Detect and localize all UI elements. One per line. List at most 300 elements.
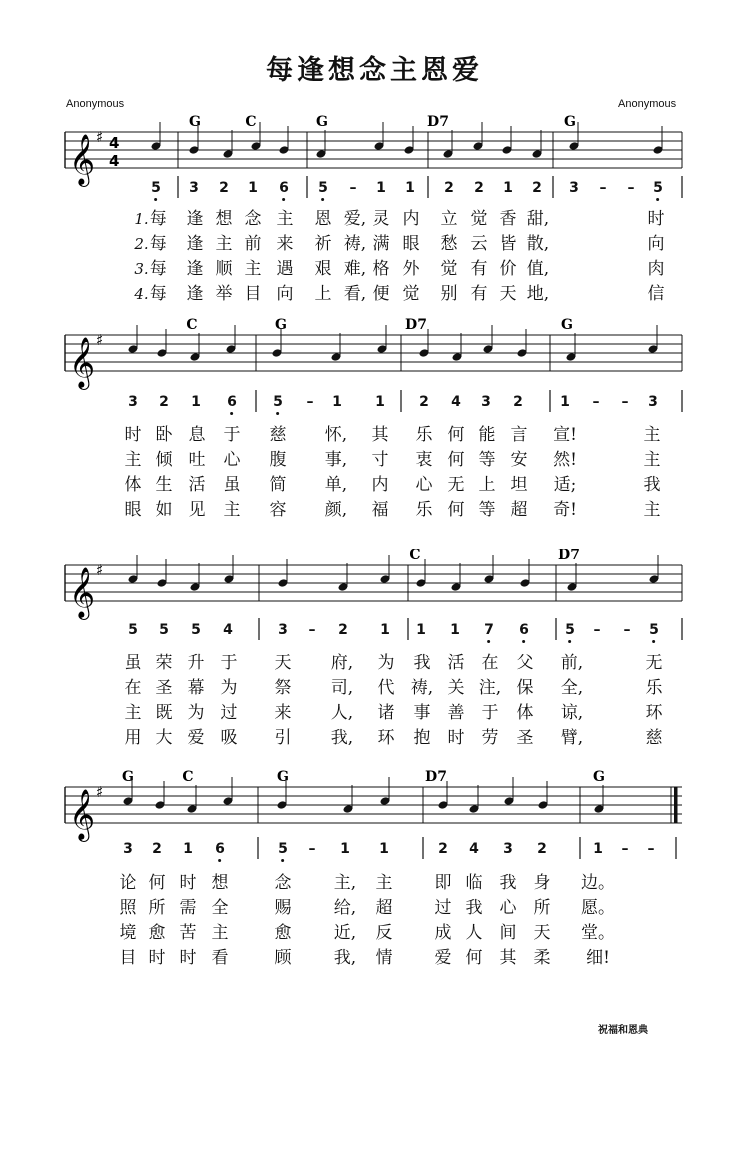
jianpu-number: – xyxy=(621,841,629,857)
jianpu-number: 2 xyxy=(338,622,348,638)
lyric-syllable: 无 xyxy=(645,653,663,673)
lyric-syllable: 能 xyxy=(478,425,496,445)
lyric-syllable: 时 xyxy=(647,209,665,229)
lyric-syllable: 何 xyxy=(447,425,465,445)
lyric-syllable: 成 xyxy=(434,923,452,943)
lyric-syllable: 无 xyxy=(447,475,465,495)
lyric-syllable: 宣! xyxy=(553,425,577,445)
staff xyxy=(0,549,749,739)
lyric-syllable: 主 xyxy=(276,209,294,229)
lyric-syllable: 劳 xyxy=(481,728,499,748)
lyric-syllable: 近, xyxy=(333,923,357,943)
lyric-syllable: 我, xyxy=(333,948,357,968)
lyric-syllable: 坦 xyxy=(510,475,528,495)
jianpu-number: 3 xyxy=(189,180,199,196)
lyric-syllable: 目 xyxy=(119,948,137,968)
key-signature-sharp-icon: ♯ xyxy=(96,561,104,579)
credit-left: Anonymous xyxy=(66,98,125,110)
jianpu-number: 2 xyxy=(152,841,162,857)
lyric-syllable: 目 xyxy=(244,284,262,304)
lyric-syllable: 何 xyxy=(447,450,465,470)
lyric-syllable: 体 xyxy=(124,475,142,495)
chord-symbol: G xyxy=(277,769,289,785)
jianpu-number: 3 xyxy=(123,841,133,857)
lyric-syllable: 何 xyxy=(148,873,166,893)
lyric-syllable: 寸 xyxy=(371,450,389,470)
lyric-syllable: 我 xyxy=(499,873,517,893)
lyric-syllable: 格 xyxy=(372,259,390,279)
jianpu-number: – xyxy=(308,622,316,638)
lyric-syllable: 边。 xyxy=(581,873,615,893)
lyric-syllable: 乐 xyxy=(415,425,433,445)
jianpu-number: 2 xyxy=(532,180,542,196)
chord-symbol: C xyxy=(182,769,194,785)
jianpu-number: – xyxy=(593,622,601,638)
jianpu-number: – xyxy=(623,622,631,638)
lyric-syllable: 我 xyxy=(643,475,661,495)
lyric-syllable: 见 xyxy=(188,500,206,520)
jianpu-number: 5 xyxy=(278,841,288,857)
lyric-syllable: 保 xyxy=(516,678,534,698)
lyric-syllable: 即 xyxy=(434,873,452,893)
jianpu-number: 6 xyxy=(215,841,225,857)
treble-clef-icon: 𝄞 xyxy=(69,134,96,185)
jianpu-number: 2 xyxy=(537,841,547,857)
chord-symbol: G xyxy=(561,318,573,333)
jianpu-number: 4 xyxy=(223,622,233,638)
chord-symbol: D7 xyxy=(558,549,580,563)
lyric-syllable: 父 xyxy=(516,653,534,673)
lyric-syllable: 甜, xyxy=(526,209,550,229)
lyric-syllable: 荣 xyxy=(155,653,173,673)
chord-symbol: C xyxy=(409,549,421,563)
jianpu-number: 1 xyxy=(450,622,460,638)
lyric-syllable: 怀, xyxy=(324,425,348,445)
lyric-syllable: 主 xyxy=(124,703,142,723)
lyric-syllable: 3.每 xyxy=(134,259,167,279)
lyric-syllable: 艰 xyxy=(314,259,332,279)
jianpu-number: – xyxy=(308,841,316,857)
jianpu-number: 1 xyxy=(248,180,258,196)
lyric-syllable: 善 xyxy=(447,703,465,723)
lyric-syllable: 言 xyxy=(510,425,528,445)
lyric-syllable: 适; xyxy=(553,475,577,495)
jianpu-number: 1 xyxy=(379,841,389,857)
lyric-syllable: 地, xyxy=(526,284,550,304)
lyric-syllable: 来 xyxy=(274,703,292,723)
lyric-syllable: 为 xyxy=(220,678,238,698)
lyric-syllable: 关 xyxy=(447,678,465,698)
lyric-syllable: 念 xyxy=(244,209,262,229)
lyric-syllable: 体 xyxy=(516,703,534,723)
lyric-syllable: 信 xyxy=(647,284,665,304)
jianpu-number: 1 xyxy=(560,394,570,410)
lyric-syllable: 逢 xyxy=(186,209,204,229)
lyric-syllable: 人, xyxy=(330,703,354,723)
key-signature-sharp-icon: ♯ xyxy=(96,331,104,349)
jianpu-number: 2 xyxy=(513,394,523,410)
lyric-syllable: 照 xyxy=(119,898,137,918)
lyric-syllable: 吐 xyxy=(188,450,206,470)
lyric-syllable: 肉 xyxy=(647,259,665,279)
lyric-syllable: 柔 xyxy=(533,948,551,968)
jianpu-number: – xyxy=(627,180,635,196)
lyric-syllable: 外 xyxy=(402,259,420,279)
lyric-syllable: 主 xyxy=(643,500,661,520)
lyric-syllable: 想 xyxy=(215,209,233,229)
lyric-syllable: 眼 xyxy=(124,500,142,520)
lyric-syllable: 论 xyxy=(119,873,137,893)
jianpu-number: 1 xyxy=(183,841,193,857)
lyric-syllable: 苦 xyxy=(179,923,197,943)
lyric-syllable: 祷, xyxy=(410,678,434,698)
lyric-syllable: 乐 xyxy=(415,500,433,520)
lyric-syllable: 在 xyxy=(124,678,142,698)
chord-symbol: D7 xyxy=(425,769,447,785)
lyric-syllable: 主 xyxy=(643,450,661,470)
lyric-syllable: 超 xyxy=(375,898,393,918)
jianpu-number: 2 xyxy=(444,180,454,196)
treble-clef-icon: 𝄞 xyxy=(69,337,96,388)
chord-symbol: G xyxy=(564,114,576,130)
lyric-syllable: 奇! xyxy=(553,500,577,520)
lyric-syllable: 慈 xyxy=(645,728,663,748)
lyric-syllable: 其 xyxy=(371,425,389,445)
lyric-syllable: 顺 xyxy=(215,259,233,279)
lyric-syllable: 境 xyxy=(119,923,137,943)
lyric-syllable: 吸 xyxy=(220,728,238,748)
lyric-syllable: 立 xyxy=(440,209,458,229)
lyric-syllable: 活 xyxy=(447,653,465,673)
lyric-syllable: 其 xyxy=(499,948,517,968)
lyric-syllable: 反 xyxy=(375,923,393,943)
lyric-syllable: 在 xyxy=(481,653,499,673)
source-footer: 祝福和恩典 xyxy=(598,1025,648,1036)
lyric-syllable: 升 xyxy=(187,653,205,673)
lyric-syllable: 主, xyxy=(333,873,357,893)
lyric-syllable: 主 xyxy=(223,500,241,520)
lyric-syllable: 何 xyxy=(465,948,483,968)
treble-clef-icon: 𝄞 xyxy=(69,789,96,840)
chord-symbol: G xyxy=(275,318,287,333)
lyric-syllable: 上 xyxy=(478,475,496,495)
lyric-syllable: 引 xyxy=(274,728,292,748)
lyric-syllable: 府, xyxy=(330,653,354,673)
lyric-syllable: 司, xyxy=(330,678,354,698)
lyric-syllable: 皆 xyxy=(499,234,517,254)
lyric-syllable: 心 xyxy=(499,898,517,918)
lyric-syllable: 愁 xyxy=(440,234,458,254)
jianpu-number: 2 xyxy=(219,180,229,196)
lyric-syllable: 圣 xyxy=(516,728,534,748)
lyric-syllable: 灵 xyxy=(372,209,390,229)
jianpu-number: 2 xyxy=(474,180,484,196)
lyric-syllable: 上 xyxy=(314,284,332,304)
lyric-syllable: 主 xyxy=(215,234,233,254)
key-signature-sharp-icon: ♯ xyxy=(96,128,104,146)
lyric-syllable: 堂。 xyxy=(581,923,615,943)
lyric-syllable: 代 xyxy=(377,678,395,698)
lyric-syllable: 于 xyxy=(220,653,238,673)
lyric-syllable: 诸 xyxy=(377,703,395,723)
lyric-syllable: 颜, xyxy=(324,500,348,520)
lyric-syllable: 等 xyxy=(478,450,496,470)
system-3 xyxy=(0,549,749,748)
jianpu-number: 1 xyxy=(380,622,390,638)
jianpu-number: 3 xyxy=(481,394,491,410)
verse-number: 4. xyxy=(134,285,149,303)
jianpu-number: 3 xyxy=(569,180,579,196)
lyric-syllable: 觉 xyxy=(470,209,488,229)
lyric-syllable: 为 xyxy=(187,703,205,723)
lyric-syllable: 念 xyxy=(274,873,292,893)
jianpu-number: 1 xyxy=(593,841,603,857)
lyric-syllable: 云 xyxy=(470,234,488,254)
jianpu-number: 5 xyxy=(565,622,575,638)
jianpu-number: 6 xyxy=(279,180,289,196)
lyric-syllable: 愿。 xyxy=(581,898,615,918)
lyric-syllable: 香 xyxy=(499,209,517,229)
treble-clef-icon: 𝄞 xyxy=(69,567,96,618)
lyric-syllable: 向 xyxy=(276,284,294,304)
jianpu-number: – xyxy=(349,180,357,196)
chord-symbol: D7 xyxy=(405,318,427,333)
lyric-syllable: 逢 xyxy=(186,259,204,279)
lyric-syllable: 眼 xyxy=(402,234,420,254)
lyric-syllable: 圣 xyxy=(155,678,173,698)
chord-symbol: G xyxy=(189,114,201,130)
lyric-syllable: 全 xyxy=(211,898,229,918)
lyric-syllable: 抱 xyxy=(413,728,431,748)
lyric-syllable: 散, xyxy=(526,234,550,254)
lyric-syllable: 生 xyxy=(155,475,173,495)
lyric-syllable: 过 xyxy=(434,898,452,918)
lyric-syllable: 祭 xyxy=(274,678,292,698)
lyric-syllable: 爱, xyxy=(343,209,367,229)
credit-right: Anonymous xyxy=(618,98,677,110)
lyric-syllable: 觉 xyxy=(440,259,458,279)
jianpu-number: – xyxy=(621,394,629,410)
lyric-syllable: 所 xyxy=(148,898,166,918)
jianpu-number: 5 xyxy=(151,180,161,196)
lyric-syllable: 为 xyxy=(377,653,395,673)
lyric-syllable: 觉 xyxy=(402,284,420,304)
lyric-syllable: 祈 xyxy=(314,234,332,254)
lyric-syllable: 大 xyxy=(155,728,173,748)
jianpu-number: 1 xyxy=(340,841,350,857)
lyric-syllable: 人 xyxy=(465,923,483,943)
lyric-syllable: 难, xyxy=(343,259,367,279)
lyric-syllable: 顾 xyxy=(274,948,292,968)
lyric-syllable: 于 xyxy=(481,703,499,723)
chord-symbol: C xyxy=(186,318,198,333)
jianpu-number: – xyxy=(306,394,314,410)
lyric-syllable: 逢 xyxy=(186,234,204,254)
final-barline-thick xyxy=(674,787,678,823)
lyric-syllable: 主 xyxy=(244,259,262,279)
lyric-syllable: 细! xyxy=(586,948,610,968)
system-1 xyxy=(0,108,749,304)
lyric-syllable: 满 xyxy=(372,234,390,254)
lyric-syllable: 等 xyxy=(478,500,496,520)
lyric-syllable: 想 xyxy=(211,873,229,893)
jianpu-number: 6 xyxy=(227,394,237,410)
lyric-syllable: 主 xyxy=(124,450,142,470)
lyric-syllable: 主 xyxy=(375,873,393,893)
jianpu-number: 1 xyxy=(191,394,201,410)
lyric-syllable: 时 xyxy=(148,948,166,968)
lyric-syllable: 用 xyxy=(124,728,142,748)
lyric-syllable: 别 xyxy=(440,284,458,304)
lyric-syllable: 临 xyxy=(465,873,483,893)
lyric-syllable: 间 xyxy=(499,923,517,943)
jianpu-number: 5 xyxy=(318,180,328,196)
lyric-syllable: 虽 xyxy=(124,653,142,673)
lyric-syllable: 逢 xyxy=(186,284,204,304)
time-signature-top: 4 xyxy=(109,134,120,152)
lyric-syllable: 时 xyxy=(124,425,142,445)
system-4 xyxy=(0,768,749,968)
lyric-syllable: 给, xyxy=(333,898,357,918)
lyric-syllable: 环 xyxy=(645,703,663,723)
lyric-syllable: 单, xyxy=(324,475,348,495)
lyric-syllable: 何 xyxy=(447,500,465,520)
time-signature-bottom: 4 xyxy=(109,152,120,170)
lyric-syllable: 时 xyxy=(179,873,197,893)
lyric-syllable: 愈 xyxy=(148,923,166,943)
jianpu-number: 2 xyxy=(159,394,169,410)
lyric-syllable: 向 xyxy=(647,234,665,254)
staff xyxy=(0,768,749,958)
jianpu-number: 2 xyxy=(438,841,448,857)
lyric-syllable: 赐 xyxy=(274,898,292,918)
lyric-syllable: 注, xyxy=(478,678,502,698)
jianpu-number: 5 xyxy=(128,622,138,638)
lyric-syllable: 天 xyxy=(274,653,292,673)
lyric-syllable: 活 xyxy=(188,475,206,495)
lyric-syllable: 我 xyxy=(413,653,431,673)
jianpu-number: 5 xyxy=(649,622,659,638)
lyric-syllable: 看, xyxy=(343,284,367,304)
chord-symbol: C xyxy=(245,114,257,130)
lyric-syllable: 环 xyxy=(377,728,395,748)
lyric-syllable: 需 xyxy=(179,898,197,918)
jianpu-number: – xyxy=(647,841,655,857)
lyric-syllable: 身 xyxy=(533,873,551,893)
lyric-syllable: 爱 xyxy=(187,728,205,748)
jianpu-number: 1 xyxy=(376,180,386,196)
lyric-syllable: 心 xyxy=(223,450,241,470)
lyric-syllable: 容 xyxy=(269,500,287,520)
lyric-syllable: 事 xyxy=(413,703,431,723)
lyric-syllable: 爱 xyxy=(434,948,452,968)
lyric-syllable: 我 xyxy=(465,898,483,918)
lyric-syllable: 全, xyxy=(560,678,584,698)
jianpu-number: 1 xyxy=(503,180,513,196)
chord-symbol: D7 xyxy=(427,114,449,130)
lyric-syllable: 如 xyxy=(155,500,173,520)
jianpu-number: 3 xyxy=(128,394,138,410)
lyric-syllable: 我, xyxy=(330,728,354,748)
lyric-syllable: 然! xyxy=(553,450,577,470)
lyric-syllable: 前, xyxy=(560,653,584,673)
lyric-syllable: 1.每 xyxy=(134,209,167,229)
lyric-syllable: 恩 xyxy=(314,209,332,229)
system-2 xyxy=(0,318,749,520)
lyric-syllable: 遇 xyxy=(276,259,294,279)
lyric-syllable: 主 xyxy=(211,923,229,943)
verse-number: 3. xyxy=(134,260,149,278)
lyric-syllable: 时 xyxy=(447,728,465,748)
jianpu-number: 1 xyxy=(332,394,342,410)
jianpu-number: 2 xyxy=(419,394,429,410)
lyric-syllable: 值, xyxy=(526,259,550,279)
lyric-syllable: 过 xyxy=(220,703,238,723)
jianpu-number: 5 xyxy=(191,622,201,638)
jianpu-number: 5 xyxy=(159,622,169,638)
lyric-syllable: 看 xyxy=(211,948,229,968)
lyric-syllable: 2.每 xyxy=(134,234,167,254)
lyric-syllable: 既 xyxy=(155,703,173,723)
jianpu-number: 5 xyxy=(653,180,663,196)
jianpu-number: 3 xyxy=(278,622,288,638)
lyric-syllable: 举 xyxy=(215,284,233,304)
lyric-syllable: 安 xyxy=(510,450,528,470)
lyric-syllable: 内 xyxy=(402,209,420,229)
lyric-syllable: 主 xyxy=(643,425,661,445)
lyric-syllable: 内 xyxy=(371,475,389,495)
jianpu-number: 1 xyxy=(405,180,415,196)
lyric-syllable: 价 xyxy=(499,259,517,279)
lyric-syllable: 卧 xyxy=(155,425,173,445)
lyric-syllable: 有 xyxy=(470,259,488,279)
jianpu-number: – xyxy=(599,180,607,196)
lyric-syllable: 情 xyxy=(375,948,393,968)
lyric-syllable: 时 xyxy=(179,948,197,968)
jianpu-number: 7 xyxy=(484,622,494,638)
chord-symbol: G xyxy=(316,114,328,130)
jianpu-number: – xyxy=(592,394,600,410)
lyric-syllable: 超 xyxy=(510,500,528,520)
lyric-syllable: 于 xyxy=(223,425,241,445)
lyric-syllable: 慈 xyxy=(269,425,287,445)
chord-symbol: G xyxy=(122,769,134,785)
jianpu-number: 1 xyxy=(416,622,426,638)
key-signature-sharp-icon: ♯ xyxy=(96,783,104,801)
verse-number: 2. xyxy=(134,235,149,253)
song-title: 每逢想念主恩爱 xyxy=(266,55,483,86)
lyric-syllable: 福 xyxy=(371,500,389,520)
lyric-syllable: 息 xyxy=(188,425,206,445)
lyric-syllable: 所 xyxy=(533,898,551,918)
lyric-syllable: 事, xyxy=(324,450,348,470)
lyric-syllable: 天 xyxy=(499,284,517,304)
jianpu-number: 3 xyxy=(503,841,513,857)
jianpu-number: 4 xyxy=(451,394,461,410)
lyric-syllable: 乐 xyxy=(645,678,663,698)
lyric-syllable: 有 xyxy=(470,284,488,304)
jianpu-number: 5 xyxy=(273,394,283,410)
lyric-syllable: 4.每 xyxy=(134,284,167,304)
chord-symbol: G xyxy=(593,769,605,785)
lyric-syllable: 天 xyxy=(533,923,551,943)
lyric-syllable: 臂, xyxy=(560,728,584,748)
lyric-syllable: 幕 xyxy=(187,678,205,698)
lyric-syllable: 倾 xyxy=(155,450,173,470)
lyric-syllable: 心 xyxy=(415,475,433,495)
jianpu-number: 1 xyxy=(375,394,385,410)
lyric-syllable: 来 xyxy=(276,234,294,254)
